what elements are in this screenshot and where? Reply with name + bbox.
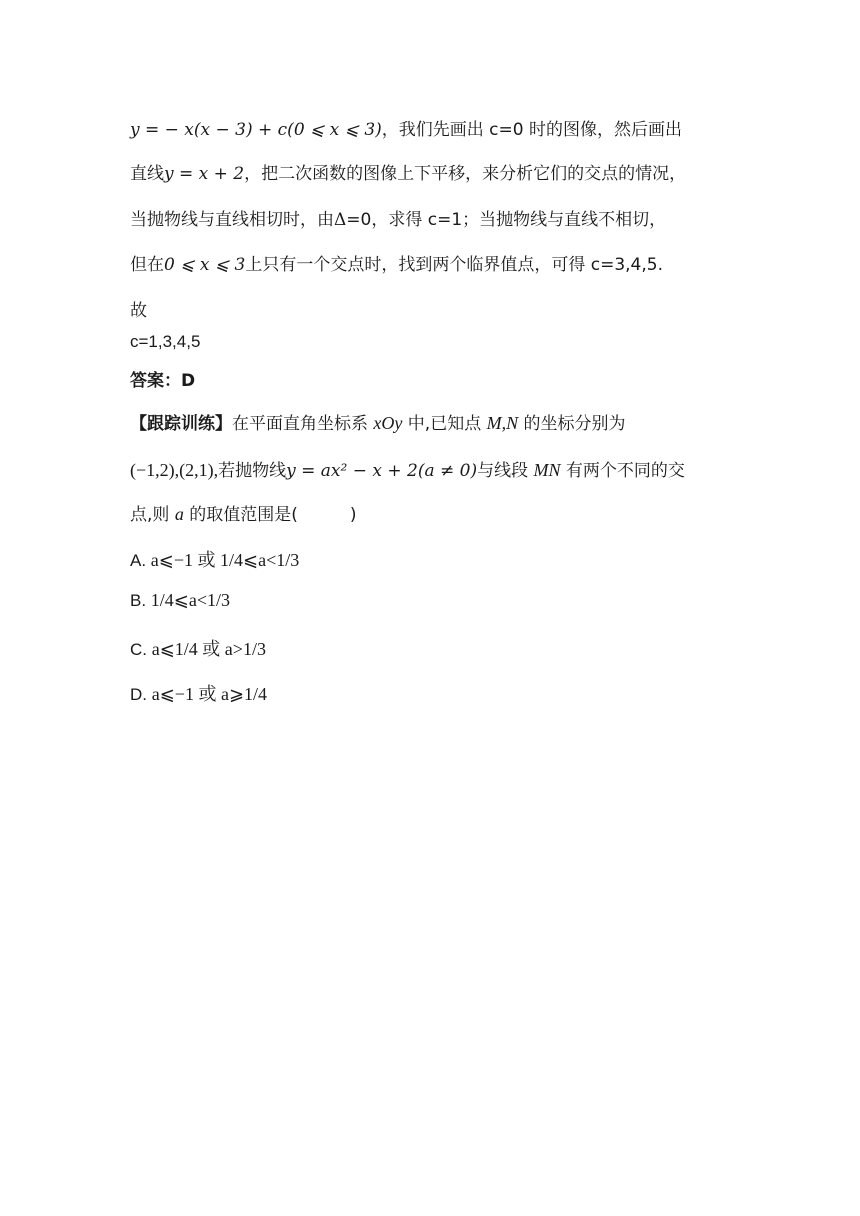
solution-line-2-text: ，把二次函数的图像上下平移，来分析它们的交点的情况， [244,164,687,184]
variable-a: a [174,504,184,524]
exercise-line-3-b: 的取值范围是( [183,505,298,525]
solution-line-2 [130,159,686,184]
segment-label: MN [533,460,561,480]
exercise-line-1 [130,409,626,434]
option-d [130,680,267,706]
exercise-line-2-c: 与线段 [477,461,534,481]
parabola-formula: y = ax² − x + 2(a ≠ 0) [286,461,478,481]
exercise-line-2-d: 有两个不同的交 [560,461,685,481]
exercise-line-2 [130,456,685,481]
delta-symbol: Δ [334,210,347,230]
option-b [130,590,230,611]
solution-line-3 [130,205,666,230]
option-letter: B. [130,591,151,610]
option-letter: C. [130,640,152,659]
option-text: a⩽−1 或 1/4⩽a<1/3 [150,550,300,570]
exercise-line-3-c: ) [349,505,357,525]
exercise-line-1-b: 中,已知点 [402,414,487,434]
option-letter: D. [130,685,152,704]
coordinate-system-label: xOy [373,413,403,433]
option-a [130,546,299,572]
option-text: a⩽1/4 或 a>1/3 [151,639,266,659]
solution-result: c=1,3,4,5 [130,332,201,351]
solution-line-3-text-a: 当抛物线与直线相切时，由 [130,210,334,230]
point-coordinates: (−1,2),(2,1), [130,460,219,480]
exercise-line-1-c: 的坐标分别为 [518,414,626,434]
exercise-line-3-a: 点,则 [130,505,175,525]
solution-line-2-prefix: 直线 [130,164,164,184]
exercise-line-1-a: 在平面直角坐标系 [232,414,374,434]
exercise-line-2-b: 若抛物线 [218,461,287,481]
solution-line-5: 故 [130,301,147,321]
exercise-line-3 [130,500,357,525]
solution-line-1-text: ，我们先画出 c=0 时的图像，然后画出 [381,120,682,140]
line-formula: y = x + 2 [164,164,245,184]
option-letter: A. [130,551,151,570]
solution-line-4-prefix: 但在 [130,255,164,275]
option-text: 1/4⩽a<1/3 [150,590,231,610]
exercise-tag: 【跟踪训练】 [130,414,232,434]
interval-formula: 0 ⩽ x ⩽ 3 [164,255,246,275]
function-formula: y = − x(x − 3) + c(0 ⩽ x ⩽ 3) [130,120,382,140]
solution-line-4-text: 上只有一个交点时，找到两个临界值点，可得 c=3,4,5. [245,255,663,275]
solution-line-1 [130,115,682,140]
option-text: a⩽−1 或 a⩾1/4 [151,684,268,704]
option-c [130,635,266,661]
answer-line: 答案：D [130,371,196,391]
solution-line-4 [130,250,663,275]
points-label: M,N [486,413,519,433]
solution-line-3-text-b: =0，求得 c=1；当抛物线与直线不相切， [346,210,667,230]
